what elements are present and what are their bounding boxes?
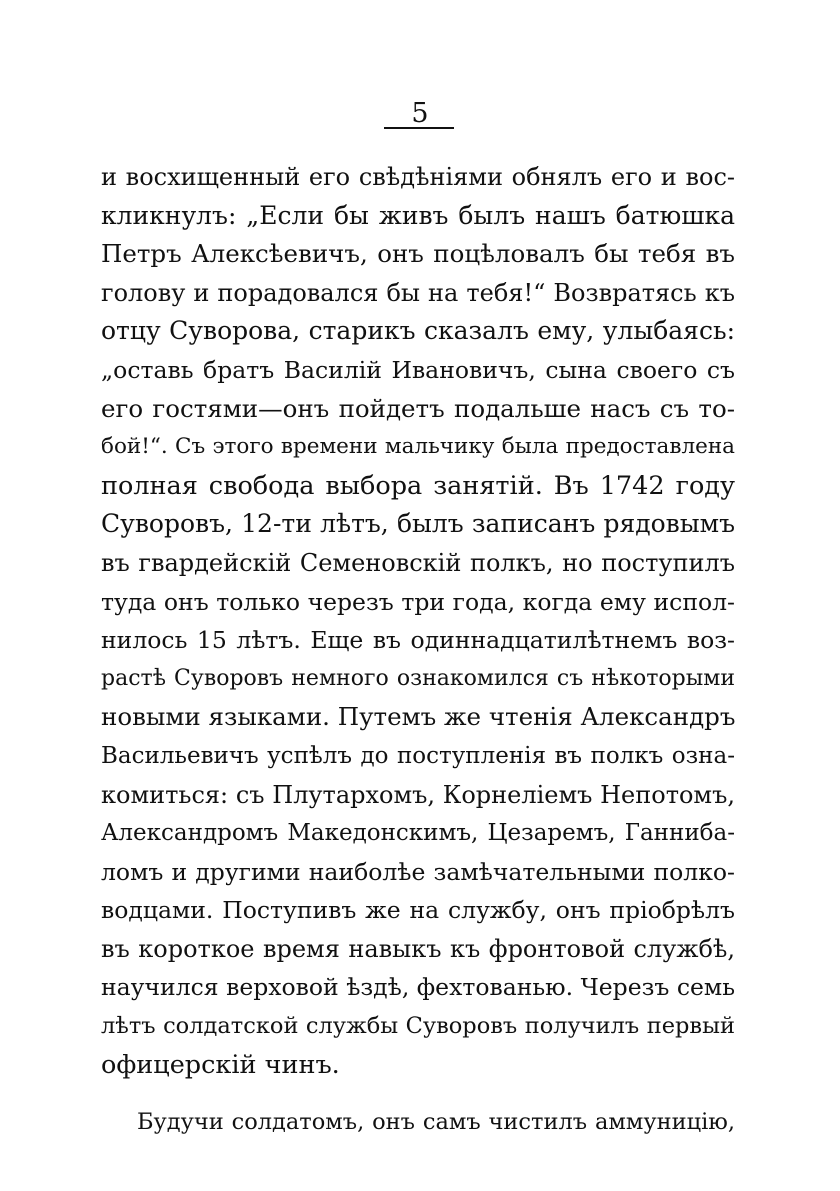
page-number: 5 <box>411 98 429 129</box>
text-line: Суворовъ, 12-ти лѣтъ, былъ записанъ рядовымъ <box>101 509 735 539</box>
text-line: полная свобода выбора занятій. Въ 1742 году <box>101 470 735 501</box>
text-line: нилось 15 лѣтъ. Еще въ одиннадцатилѣтнемъ воз- <box>101 626 735 655</box>
text-line: его гостями—онъ пойдетъ подальше насъ съ то- <box>101 393 735 423</box>
text-line: въ гвардейскій Семеновскій полкъ, но поступилъ <box>101 548 735 577</box>
text-line: и восхищенный его свѣдѣніями обнялъ его и вос- <box>101 163 735 191</box>
text-line: лѣтъ солдатской службы Суворовъ получилъ первый <box>101 1013 735 1040</box>
text-line: растѣ Суворовъ немного ознакомился съ нѣкоторыми <box>101 665 735 691</box>
text-line: водцами. Поступивъ же на службу, онъ пріобрѣлъ <box>101 896 735 925</box>
text-line: кликнулъ: „Если бы живъ былъ нашъ батюшка <box>101 200 735 230</box>
text-line: бой!“. Съ этого времени мальчику была предоставлена <box>101 434 735 460</box>
text-line: научился верховой ѣздѣ, фехтованью. Черезъ семь <box>101 973 735 1002</box>
body-text <box>101 158 735 1142</box>
paragraph-2 <box>101 1103 735 1142</box>
text-line: отцу Суворова, старикъ сказалъ ему, улыбаясь: <box>101 316 735 346</box>
paragraph-gap <box>101 1084 735 1103</box>
text-line: въ короткое время навыкъ къ фронтовой службѣ, <box>101 934 735 963</box>
text-line: комиться: съ Плутархомъ, Корнеліемъ Непотомъ, <box>101 780 735 809</box>
text-line: новыми языками. Путемъ же чтенія Александръ <box>101 702 735 732</box>
text-line: офицерскій чинъ. <box>101 1049 340 1080</box>
text-line: Васильевичъ успѣлъ до поступленія въ полкъ озна- <box>101 742 735 769</box>
text-line: туда онъ только черезъ три года, когда ему испол- <box>101 587 735 616</box>
paragraph-1 <box>101 158 735 1084</box>
page-number-rule <box>384 127 454 129</box>
text-line: ломъ и другими наиболѣе замѣчательными полко- <box>101 857 735 886</box>
text-line: Петръ Алексѣевичъ, онъ поцѣловалъ бы тебя въ <box>101 239 735 269</box>
text-line: голову и порадовался бы на тебя!“ Возвратясь къ <box>101 278 735 307</box>
text-line: Александромъ Македонскимъ, Цезаремъ, Ганнибa- <box>101 820 735 847</box>
text-line: Будучи солдатомъ, онъ самъ чистилъ аммуницію, <box>137 1109 735 1136</box>
text-line: „оставь братъ Василій Ивановичъ, сына своего съ <box>101 355 735 384</box>
